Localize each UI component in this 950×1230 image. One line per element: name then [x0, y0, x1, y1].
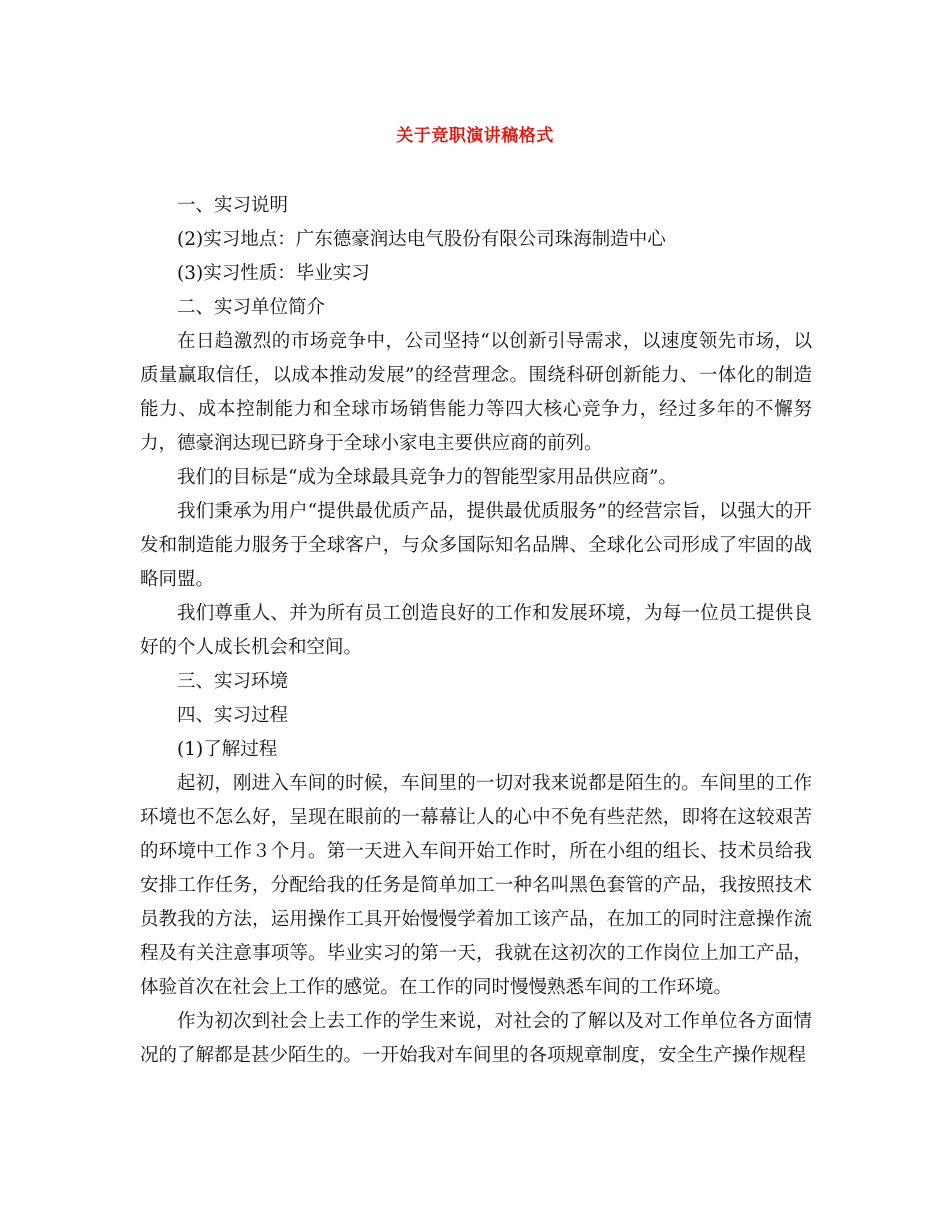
document-body — [140, 189, 812, 1073]
paragraph-first-days: 起初，刚进入车间的时候，车间里的一切对我来说都是陌生的。车间里的工作环境也不怎么好，呈现在眼前的一幕幕让人的心中不免有些茫然，即将在这较艰苦的环境中工作３个月。第一天进入车间开始工作时，所在小组的组长、技术员给我安排工作任务，分配给我的任务是简单加工一种名叫黑色套管的产品，我按照技术员教我的方法，运用操作工具开始慢慢学着加工该产品，在加工的同时注意操作流程及有关注意事项等。毕业实习的第一天，我就在这初次的工作岗位上加工产品，体验首次在社会上工作的感觉。在工作的同时慢慢熟悉车间的工作环境。 — [140, 773, 812, 998]
heading-company-intro: 二、实习单位简介 — [177, 297, 326, 318]
heading-internship-process: 四、实习过程 — [177, 705, 289, 726]
paragraph-student-perspective: 作为初次到社会上去工作的学生来说，对社会的了解以及对工作单位各方面情况的了解都是甚少陌生的。一开始我对车间里的各项规章制度，安全生产操作规程 — [140, 1011, 812, 1066]
heading-internship-description: 一、实习说明 — [177, 195, 289, 216]
document-title: 关于竞职演讲稿格式 — [396, 126, 554, 146]
subheading-understanding-process: (1)了解过程 — [177, 739, 278, 760]
paragraph-internship-nature: (3)实习性质：毕业实习 — [177, 263, 370, 284]
paragraph-company-goal: 我们的目标是“成为全球最具竞争力的智能型家用品供应商”。 — [177, 467, 677, 488]
heading-internship-environment: 三、实习环境 — [177, 671, 289, 692]
paragraph-company-purpose: 我们秉承为用户“提供最优质产品，提供最优质服务”的经营宗旨，以强大的开发和制造能力服务于全球客户，与众多国际知名品牌、全球化公司形成了牢固的战略同盟。 — [140, 501, 812, 590]
paragraph-internship-location: (2)实习地点：广东德豪润达电气股份有限公司珠海制造中心 — [177, 229, 666, 250]
paragraph-company-philosophy: 在日趋激烈的市场竞争中，公司坚持“以创新引导需求，以速度领先市场，以质量赢取信任，以成本推动发展”的经营理念。围绕科研创新能力、一体化的制造能力、成本控制能力和全球市场销售能力等四大核心竞争力，经过多年的不懈努力，德豪润达现已跻身于全球小家电主要供应商的前列。 — [140, 331, 812, 454]
paragraph-company-employees: 我们尊重人、并为所有员工创造良好的工作和发展环境，为每一位员工提供良好的个人成长机会和空间。 — [140, 603, 812, 658]
